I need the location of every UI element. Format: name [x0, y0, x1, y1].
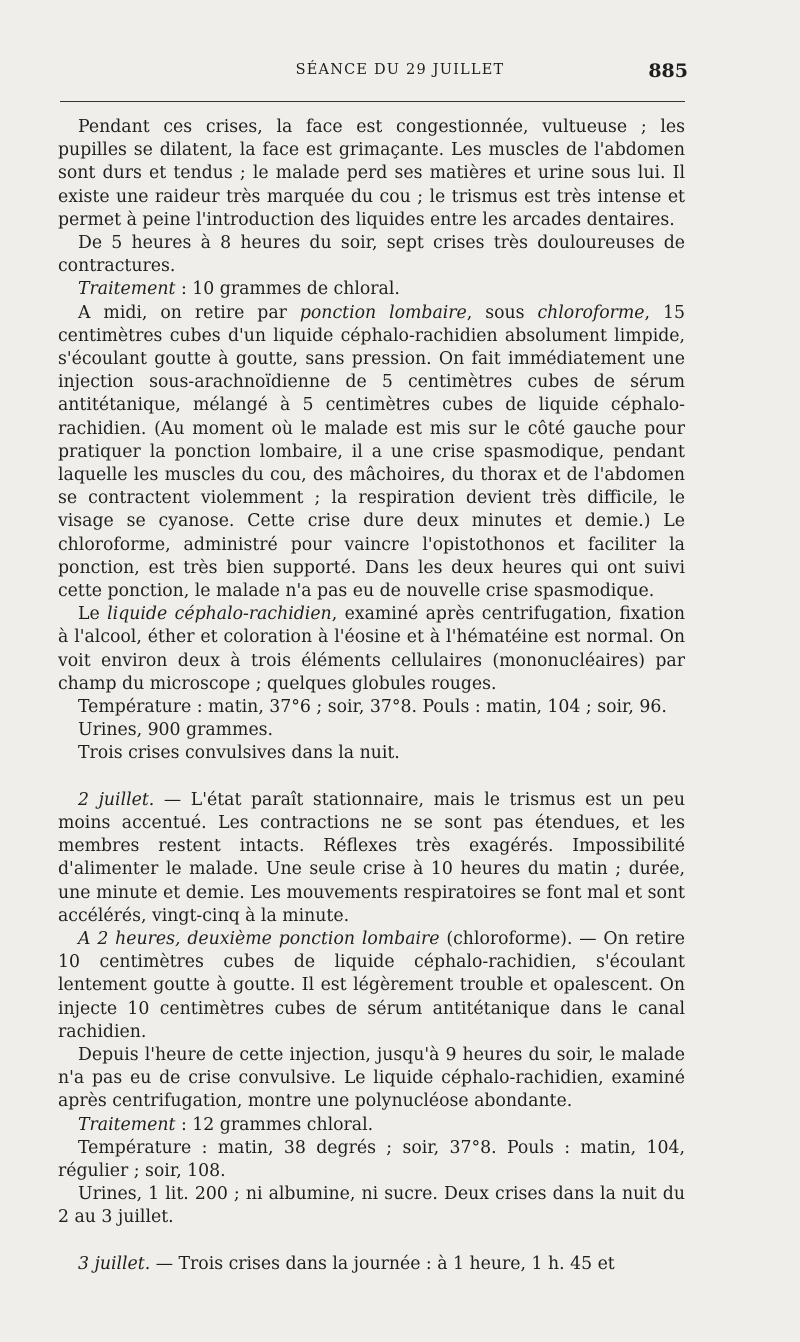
paragraph-temperature-2: Température : matin, 38 degrés ; soir, 37°8. Pouls : matin, 104, régulier ; soir, 108.	[58, 1137, 685, 1181]
paragraph-deuxieme-ponction: A 2 heures, deuxième ponction lombaire (chloroforme). — On retire 10 centimètres cubes de liquide céphalo-rachidien, s'écoulant lentement goutte à goutte. Il est légèrement trouble et opalescent. On injecte 10 centimètres cubes de sérum antitétanique dans le canal rachidien.	[58, 928, 685, 1042]
page-number: 885	[648, 60, 688, 82]
paragraph-urines-1: Urines, 900 grammes.	[78, 720, 274, 741]
body-text	[58, 116, 685, 1276]
paragraph-2-juillet: 2 juillet. — L'état paraît stationnaire, mais le trismus est un peu moins accentué. Les contractions ne se sont pas étendues, et les membres restent intacts. Réflexes très exagérés. Impossibilité d'alimenter le malade. Une seule crise à 10 heures du matin ; durée, une minute et demie. Les mouvements respiratoires se font mal et sont accélérés, vingt-cinq à la minute.	[58, 789, 685, 926]
paragraph-temperature-1: Température : matin, 37°6 ; soir, 37°8. Pouls : matin, 104 ; soir, 96.	[78, 697, 667, 718]
paragraph-ponction-midi: A midi, on retire par ponction lombaire, sous chloroforme, 15 centimètres cubes d'un liquide céphalo-rachidien absolument limpide, s'écoulant goutte à goutte, sans pression. On fait immédiatement une injection sous-arachnoïdienne de 5 centimètres cubes de sérum antitétanique, mélangé à 5 centimètres cubes de liquide céphalo-rachidien. (Au moment où le malade est mis sur le côté gauche pour pratiquer la ponction lombaire, il a une crise spasmodique, pendant laquelle les muscles du cou, des mâchoires, du thorax et de l'abdomen se contractent violemment ; la respiration devient très difficile, le visage se cyanose. Cette crise dure deux minutes et demie.) Le chloroforme, administré pour vaincre l'opistothonos et faciliter la ponction, est très bien supporté. Dans les deux heures qui ont suivi cette ponction, le malade n'a pas eu de nouvelle crise spasmodique.	[58, 302, 685, 602]
header-title: SÉANCE DU 29 JUILLET	[295, 62, 505, 78]
paragraph-depuis-injection: Depuis l'heure de cette injection, jusqu'à 9 heures du soir, le malade n'a pas eu de crise convulsive. Le liquide céphalo-rachidien, examiné après centrifugation, montre une polynucléose abondante.	[58, 1044, 685, 1112]
paragraph-3-juillet: 3 juillet. — Trois crises dans la journée : à 1 heure, 1 h. 45 et	[78, 1253, 615, 1274]
paragraph-traitement-2: Traitement : 12 grammes chloral.	[78, 1114, 374, 1135]
paragraph-traitement-1: Traitement : 10 grammes de chloral.	[78, 279, 400, 300]
running-header	[0, 60, 800, 90]
paragraph-liquide: Le liquide céphalo-rachidien, examiné après centrifugation, fixation à l'alcool, éther et coloration à l'éosine et à l'hématéine est normal. On voit environ deux à trois éléments cellulaires (mononucléaires) par champ du microscope ; quelques globules rouges.	[58, 604, 685, 694]
paragraph-crises-description: Pendant ces crises, la face est congestionnée, vultueuse ; les pupilles se dilatent, la face est grimaçante. Les muscles de l'abdomen sont durs et tendus ; le malade perd ses matières et urine sous lui. Il existe une raideur très marquée du cou ; le trismus est très intense et permet à peine l'introduction des liquides entre les arcades dentaires.	[58, 117, 685, 230]
header-rule	[60, 101, 685, 102]
paragraph-contractures: De 5 heures à 8 heures du soir, sept crises très douloureuses de contractures.	[58, 233, 685, 277]
paragraph-urines-2: Urines, 1 lit. 200 ; ni albumine, ni sucre. Deux crises dans la nuit du 2 au 3 juillet.	[58, 1184, 685, 1228]
paragraph-crises-nuit: Trois crises convulsives dans la nuit.	[78, 743, 400, 764]
